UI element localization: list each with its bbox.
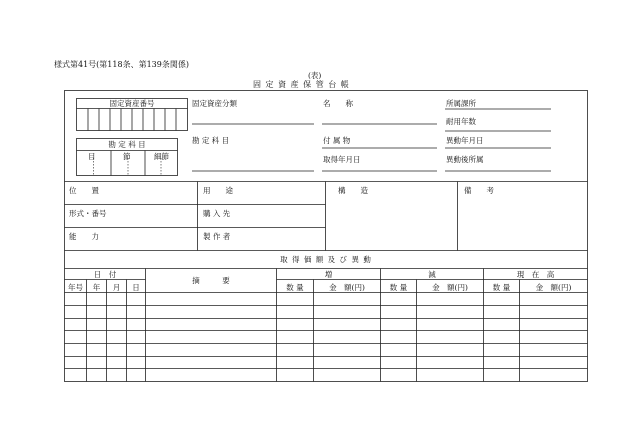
decrease-header: 減 [428, 270, 436, 279]
date-col-month: 月 [112, 283, 121, 292]
location-label: 位 置 [69, 186, 99, 195]
account-box-label: 勘 定 科 目 [108, 140, 146, 149]
account-sub-setsu: 節 [123, 152, 131, 161]
side-label: (表) [308, 71, 322, 80]
date-group-header: 日 付 [93, 270, 117, 279]
increase-header: 増 [324, 270, 333, 279]
purchased-from-label: 購 入 先 [203, 209, 231, 218]
date-col-year: 年 [92, 283, 101, 292]
acquired-date-label: 取得年月日 [323, 155, 361, 164]
form-title: 固 定 資 産 保 管 台 帳 [253, 80, 350, 89]
increase-amount-header: 金 額(円) [329, 283, 365, 292]
current-qty-header: 数 量 [492, 283, 511, 292]
account-sub-moku: 目 [88, 152, 96, 161]
account-subject-label: 勘 定 科 目 [192, 136, 230, 145]
usage-label: 用 途 [203, 186, 233, 195]
summary-header: 摘 要 [192, 276, 230, 285]
structure-label: 構 造 [338, 186, 368, 195]
maker-label: 製 作 者 [203, 232, 231, 241]
useful-life-label: 耐用年数 [446, 117, 476, 126]
decrease-qty-header: 数 量 [389, 283, 408, 292]
model-number-label: 形式・番号 [69, 209, 107, 218]
increase-qty-header: 数 量 [286, 283, 304, 292]
transfer-department-label: 異動後所属 [446, 155, 484, 164]
transfer-date-label: 異動年月日 [446, 136, 484, 145]
capacity-label: 能 力 [69, 232, 99, 241]
remarks-label: 備 考 [464, 186, 494, 195]
date-col-era: 年号 [68, 283, 83, 292]
form-number-note: 様式第41号(第118条、第139条関係) [54, 60, 189, 69]
date-col-day: 日 [132, 283, 140, 292]
current-amount-header: 金 額(円) [535, 283, 572, 292]
ledger-section-title: 取 得 価 額 及 び 異 動 [280, 255, 372, 264]
department-label: 所属課所 [446, 99, 476, 108]
asset-number-box-label: 固定資産番号 [109, 99, 155, 108]
name-label: 名 称 [323, 99, 353, 108]
decrease-amount-header: 金 額(円) [432, 283, 468, 292]
asset-class-label: 固定資産分類 [192, 99, 237, 108]
account-sub-saisetsu: 細節 [154, 152, 169, 161]
current-header: 現 在 高 [516, 270, 555, 279]
attachment-label: 付 属 物 [323, 136, 351, 145]
